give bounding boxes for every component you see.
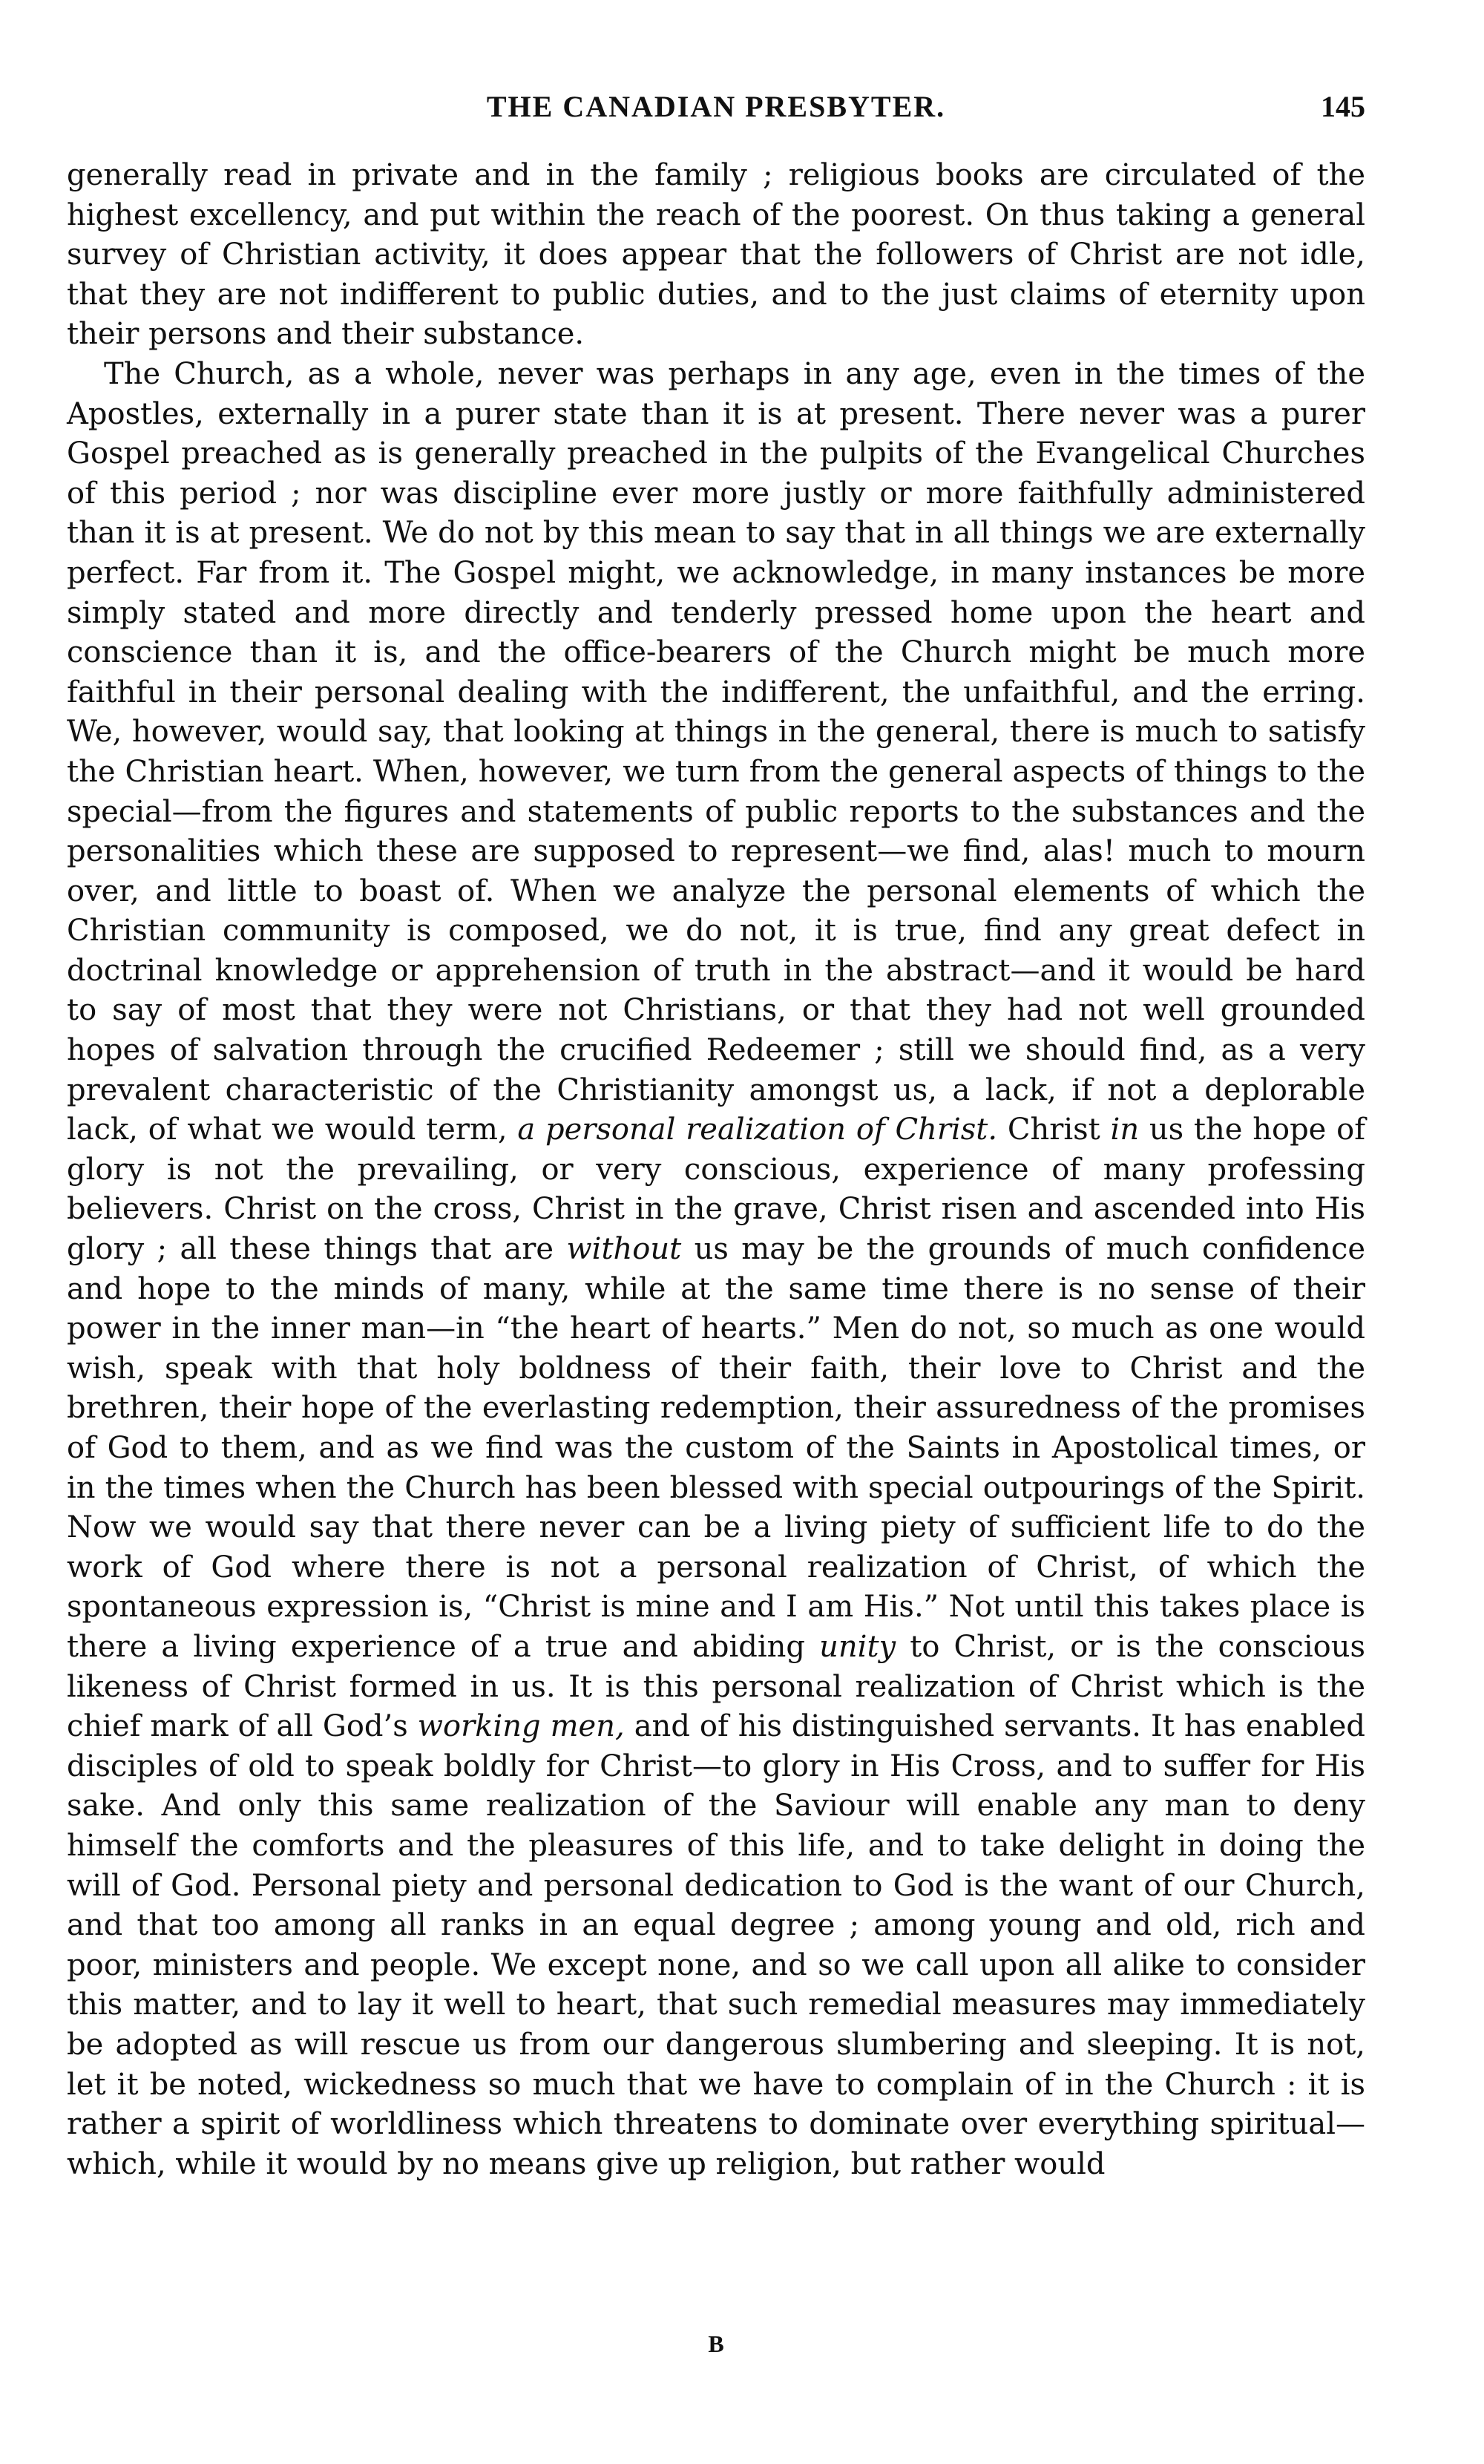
text-run: to Christ, or is the conscious likeness of Christ formed in us. It is this personal realization of Christ which is the chief mark of all God’s bbox=[67, 1629, 1365, 1744]
paragraph-1: generally read in private and in the family ; religious books are circulated of the highest excellency, and put within the reach of the poorest. On thus taking a general survey of Christian activity, it does appear that the followers of Christ are not idle, that they are not indifferent to public duties, and to the just claims of eternity upon their persons and their substance. bbox=[67, 158, 1365, 352]
text-run: us may be the grounds of much confidence and hope to the minds of many, while at the same time there is no sense of their power in the inner man—in “the heart of hearts.” Men do not, so much as one would wish, speak with that holy boldness of their faith, their love to Christ and the brethren, their hope of the everlasting redemption, their assuredness of the promises of God to them, and as we find was the custom of the Saints in Apostolical times, or in the times when the Church has been blessed with special outpourings of the Spirit. Now we would say that there never can be a living piety of sufficient life to do the work of God where there is not a personal realization of Christ, of which the spontaneous expression is, “Christ is mine and I am His.” Not until this takes place is there a living experience of a true and abiding bbox=[67, 1232, 1365, 1664]
signature-mark: B bbox=[708, 2330, 724, 2357]
text-run: The Church, as a whole, never was perhaps in any age, even in the times of the Apostles, externally in a purer state than it is at present. There never was a purer Gospel preached as is generally preached in the pulpits of the Evangelical Churches of this period ; nor was discipline ever more justly or more faithfully administered than it is at present. We do not by this mean to say that in all things we are externally perfect. Far from it. The Gospel might, we acknowledge, in many instances be more simply stated and more directly and tenderly pressed home upon the heart and conscience than it is, and the office-bearers of the Church might be much more faithful in their personal dealing with the indifferent, the unfaithful, and the erring. We, however, would say, that looking at things in the general, there is much to satisfy the Christian heart. When, however, we turn from the general aspects of things to the special—from the figures and statements of public reports to the substances and the personalities which these are supposed to represent—we find, alas! much to mourn over, and little to boast of. When we analyze the personal elements of which the Christian community is composed, we do not, it is true, find any great defect in doctrinal knowledge or apprehension of truth in the abstract—and it would be hard to say of most that they were not Christians, or that they had not well grounded hopes of salvation through the crucified Redeemer ; still we should find, as a very prevalent characteristic of the Christianity amongst us, a lack, if not a deplorable lack, of what we would term, bbox=[67, 356, 1365, 1147]
page-number: 145 bbox=[1321, 90, 1365, 123]
italic-phrase: working men, bbox=[417, 1709, 625, 1744]
text-run: and of his distinguished servants. It has enabled disciples of old to speak boldly for Christ—to glory in His Cross, and to suffer for His sake. And only this same realization of the Saviour will enable any man to deny himself the comforts and the pleasures of this life, and to take delight in doing the will of God. Personal piety and personal dedication to God is the want of our Church, and that too among all ranks in an equal degree ; among young and old, rich and poor, ministers and people. We except none, and so we call upon all alike to consider this matter, and to lay it well to heart, that such remedial measures may immediately be adopted as will rescue us from our dangerous slumbering and sleeping. It is not, let it be noted, wickedness so much that we have to complain of in the Church : it is rather a spirit of worldliness which threatens to dominate over everything spiritual—which, while it would by no means give up religion, but rather would bbox=[67, 1709, 1365, 2181]
running-head bbox=[67, 89, 1365, 134]
running-title: THE CANADIAN PRESBYTER. bbox=[486, 90, 946, 123]
text-run: Christ bbox=[997, 1113, 1111, 1147]
text-run: us the hope of glory is not the prevailing, or very conscious, experience of many professing believers. Christ on the cross, Christ in the grave, Christ risen and ascended into His glory ; all these things that are bbox=[67, 1113, 1366, 1267]
italic-phrase: a personal realization of Christ. bbox=[517, 1113, 998, 1147]
book-page bbox=[67, 74, 1365, 2412]
italic-word: without bbox=[566, 1232, 682, 1267]
body-text bbox=[67, 156, 1365, 2184]
paragraph-2 bbox=[67, 355, 1365, 2184]
italic-word: in bbox=[1110, 1113, 1140, 1147]
italic-word: unity bbox=[819, 1629, 896, 1664]
